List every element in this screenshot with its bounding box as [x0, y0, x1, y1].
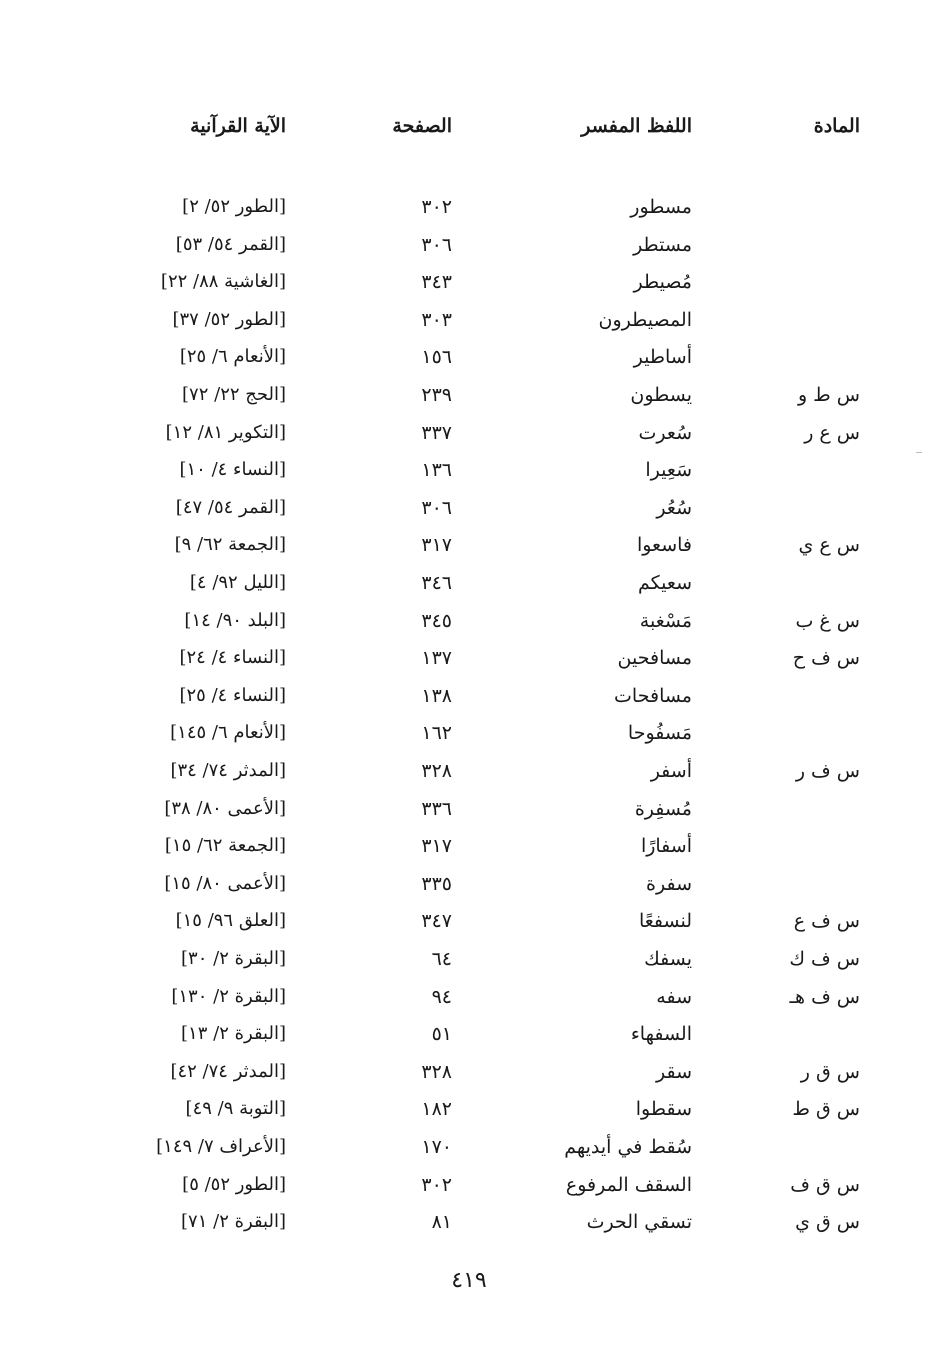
row-verse: [الأنعام ٦/ ٢٥] [179, 346, 286, 368]
table-row [0, 760, 938, 794]
row-page: ٣٣٥ [421, 872, 452, 895]
row-word: سقطوا [635, 1098, 692, 1121]
header-root: المادة [813, 115, 860, 137]
row-verse: [القمر ٥٤/ ٤٧] [175, 496, 286, 518]
row-page: ٣١٧ [421, 534, 452, 557]
row-verse: [الطور ٥٢/ ٣٧] [172, 308, 286, 330]
row-word: مسافحات [614, 684, 692, 707]
row-root: س ف ح [792, 647, 860, 670]
table-row [0, 384, 938, 418]
row-verse: [البلد ٩٠/ ١٤] [184, 609, 286, 631]
row-verse: [الطور ٥٢/ ٢] [182, 196, 286, 217]
row-verse: [البقرة ٢/ ٣٠] [181, 948, 286, 969]
row-word: أسفر [650, 760, 692, 782]
row-verse: [المدثر ٧٤/ ٣٤] [170, 760, 286, 781]
row-verse: [الحج ٢٢/ ٧٢] [182, 384, 286, 405]
table-row [0, 647, 938, 681]
row-page: ١٨٢ [421, 1098, 452, 1121]
row-word: مستطر [633, 233, 692, 256]
table-row [0, 459, 938, 493]
row-verse: [البقرة ٢/ ١٣٠] [171, 985, 286, 1007]
row-verse: [الجمعة ٦٢/ ١٥] [164, 835, 286, 857]
row-word: المصيطرون [598, 308, 692, 331]
margin-mark [916, 452, 922, 453]
row-page: ٥١ [431, 1023, 452, 1046]
row-word: سعيكم [638, 572, 692, 594]
table-row [0, 1023, 938, 1057]
row-root: س ف ك [789, 948, 860, 970]
table-row [0, 873, 938, 907]
row-root: س ف ع [793, 910, 860, 933]
row-verse: [العلق ٩٦/ ١٥] [175, 910, 286, 932]
table-row [0, 271, 938, 305]
page-number: ٤١٩ [451, 1268, 487, 1293]
table-row [0, 346, 938, 380]
row-page: ٣٠٦ [421, 233, 452, 256]
row-word: سَعِيرا [645, 459, 692, 482]
table-row [0, 610, 938, 644]
row-verse: [النساء ٤/ ٢٤] [179, 647, 286, 669]
header-page: الصفحة [392, 115, 452, 137]
row-page: ٩٤ [431, 985, 452, 1008]
row-verse: [البقرة ٢/ ١٣] [181, 1023, 286, 1045]
row-word: مَسفُوحا [627, 722, 692, 745]
row-word: مسطور [630, 196, 692, 218]
row-root: س ط و [797, 384, 860, 406]
row-page: ١٧٠ [421, 1136, 452, 1158]
row-verse: [الليل ٩٢/ ٤] [189, 572, 286, 593]
row-root: س ق ي [795, 1211, 860, 1234]
row-word: سفه [656, 985, 692, 1008]
row-verse: [الطور ٥٢/ ٥] [182, 1173, 286, 1195]
row-word: مُصيطر [633, 271, 692, 294]
row-word: تسقي الحرث [586, 1211, 692, 1234]
table-row [0, 534, 938, 568]
row-verse: [الأعمى ٨٠/ ١٥] [164, 872, 286, 894]
row-root: س ف هـ [789, 985, 860, 1008]
table-row [0, 910, 938, 944]
header-word: اللفظ المفسر [581, 115, 692, 137]
table-row [0, 722, 938, 756]
row-word: أسفارًا [640, 835, 692, 858]
row-page: ٣٠٢ [421, 1173, 452, 1196]
row-word: السقف المرفوع [565, 1173, 692, 1196]
table-row [0, 234, 938, 268]
table-row [0, 835, 938, 869]
row-word: يسطون [630, 384, 692, 406]
row-verse: [الأعمى ٨٠/ ٣٨] [164, 797, 286, 819]
row-root: س ع ي [798, 534, 860, 557]
row-page: ٣٤٣ [421, 271, 452, 294]
row-word: يسفك [644, 948, 692, 970]
table-row [0, 196, 938, 230]
row-word: سقر [655, 1060, 692, 1083]
row-verse: [التوبة ٩/ ٤٩] [185, 1098, 286, 1120]
row-page: ٣٣٦ [421, 797, 452, 820]
row-root: س ق ط [792, 1098, 860, 1121]
row-verse: [النساء ٤/ ٢٥] [179, 684, 286, 706]
row-verse: [الأنعام ٦/ ١٤٥] [170, 722, 286, 744]
table-row [0, 1098, 938, 1132]
row-page: ١٣٦ [421, 459, 452, 482]
row-verse: [المدثر ٧٤/ ٤٢] [170, 1060, 286, 1082]
row-verse: [الجمعة ٦٢/ ٩] [174, 534, 286, 556]
table-row [0, 948, 938, 982]
row-word: سُعُر [656, 496, 692, 519]
row-page: ٣٤٦ [421, 572, 452, 594]
row-verse: [الأعراف ٧/ ١٤٩] [156, 1136, 286, 1157]
row-page: ١٣٧ [421, 647, 452, 670]
row-verse: [التكوير ٨١/ ١٢] [165, 421, 286, 443]
row-page: ٣٠٢ [421, 196, 452, 218]
row-page: ٣٢٨ [421, 1060, 452, 1083]
row-page: ٢٣٩ [421, 384, 452, 406]
row-page: ٣٣٧ [421, 421, 452, 444]
row-verse: [الغاشية ٨٨/ ٢٢] [160, 271, 286, 293]
row-verse: [البقرة ٢/ ٧١] [181, 1211, 286, 1233]
table-row [0, 685, 938, 719]
table-row [0, 422, 938, 456]
row-page: ٣١٧ [421, 835, 452, 858]
row-page: ٨١ [431, 1211, 452, 1234]
row-page: ٦٤ [431, 948, 452, 970]
row-word: مُسفِرة [634, 797, 692, 820]
row-page: ١٣٨ [421, 684, 452, 707]
row-word: سُقط في أيديهم [564, 1136, 692, 1158]
row-word: سُعرت [638, 421, 692, 444]
table-row [0, 497, 938, 531]
table-row [0, 986, 938, 1020]
table-row [0, 1211, 938, 1245]
row-root: س غ ب [795, 609, 860, 632]
row-verse: [القمر ٥٤/ ٥٣] [175, 233, 286, 255]
row-word: لنسفعًا [638, 910, 692, 933]
row-word: السفهاء [630, 1023, 692, 1046]
row-root: س ع ر [804, 421, 860, 444]
row-word: فاسعوا [636, 534, 692, 557]
row-page: ٣٤٧ [421, 910, 452, 933]
table-row [0, 572, 938, 606]
row-root: س ف ر [795, 760, 860, 782]
table-row [0, 309, 938, 343]
table-row [0, 1061, 938, 1095]
table-row [0, 1136, 938, 1170]
row-page: ٣٢٨ [421, 760, 452, 782]
row-word: مسافحين [617, 647, 692, 670]
table-row [0, 1174, 938, 1208]
row-page: ١٦٢ [421, 722, 452, 745]
row-page: ١٥٦ [421, 346, 452, 369]
row-page: ٣٠٦ [421, 496, 452, 519]
row-page: ٣٠٣ [421, 308, 452, 331]
row-page: ٣٤٥ [421, 609, 452, 632]
header-verse: الآية القرآنية [190, 115, 286, 137]
row-root: س ق ف [790, 1173, 860, 1196]
table-row [0, 798, 938, 832]
row-root: س ق ر [800, 1060, 860, 1083]
row-word: أساطير [633, 346, 692, 369]
row-word: مَسْغبة [639, 609, 692, 632]
row-verse: [النساء ٤/ ١٠] [179, 459, 286, 481]
row-word: سفرة [646, 872, 692, 895]
